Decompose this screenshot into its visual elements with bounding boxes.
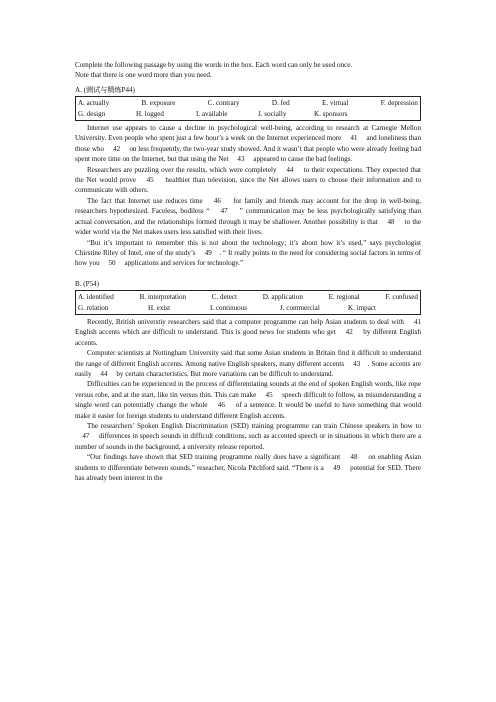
section-a-paragraph: Researchers are puzzling over the results, which were completely 44 to their expectations. They expected that the Net would prove 45 healthier than television, since the Net allows users to choose their information and to communicate with others. [75, 165, 421, 195]
word-option: J. commercial [280, 303, 320, 312]
word-option: F. confused [385, 293, 418, 302]
section-b-word-row-1 [78, 292, 418, 302]
section-b-paragraph: Recently, British universtiy researchers said that a computer programme can help Asian students to deal with 41 English accents which are difficult to understand. This is good news for students who get 42 by different English accents. [75, 317, 430, 347]
word-option: H. logged [136, 109, 164, 118]
word-option: H. exist [148, 303, 171, 312]
word-option: C. detect [211, 293, 237, 302]
section-b-paragraph: “Our findings have shown that SED training programme really does have a significant 48 on enabling Asian students to differentiate between sounds,” reseacher, Nicola Pitchford said. “There is a 49 potential for SED. There has already been interest in the [75, 453, 421, 483]
word-option: B. interpretation [139, 293, 187, 302]
word-option: E. virtual [321, 99, 349, 108]
word-option: G. relation [78, 303, 109, 312]
section-a-title: A. (测试与精炼P44) [75, 85, 135, 94]
instructions-line-1: Complete the following passage by using the words in the box. Each word can only be used once. [75, 61, 353, 69]
word-option: J. socially [258, 109, 287, 118]
word-option: A. identified [78, 293, 114, 302]
section-b-word-row-2 [78, 303, 418, 313]
word-option: G. design [78, 109, 106, 118]
section-a-word-row-2 [78, 109, 418, 119]
section-a-paragraph: The fact that Internet use reduces time 46 for family and friends may account for the drop in well-being, researchers hypothesized. Faceless, bodiless “ 47 ” communication may be less psychologically satisfying than actual conversation, and the relationships formed through it may be shallower. Another possibility is that 48 to the wider world via the Net makes users less satisfied with their lives. [75, 196, 421, 237]
section-b-paragraph: Difficulties can be experienced in the process of differentiating sounds at the end of spoken English words, like rope versus robe, and at the start, like tin versus thin. This can make 45 speech difficult to follow, as misunderstanding a single word can potentially change the whole 46 of a sentence. It would be useful to have something that would make it easier for foreign students to understand different English accents. [75, 380, 421, 420]
section-a-word-box [75, 96, 421, 121]
section-a-word-row-1 [78, 98, 418, 108]
word-option: I. available [196, 109, 228, 118]
word-option: F. depression [380, 99, 418, 108]
section-a-paragraph: “But it’s important to remember this is not about the technology; it’s about how it’s used,” says psychologist Chirstine Riley of Intel, one of the study’s 49 . “ It really points to the need for considering social factors in terms of how you 50 applications and services for technology.” [75, 238, 421, 268]
exercise-content [75, 60, 430, 483]
instructions-line-2: Note that there is one word more than you need. [75, 71, 212, 80]
word-option: E. regional [328, 293, 360, 302]
section-b-paragraph: Computer scientists at Nottingham University said that some Asian students in Britain find it difficult to understand the range of different English accents. Among native English speakers, many different accents 43 . Some accents are easily 44 by certain characteristics. But more variations can be difficult to understand. [75, 349, 421, 378]
word-option: B. exposure [141, 99, 176, 108]
section-a-paragraph: Internet use appears to cause a decline in psychological well-being, according to research at Carnegie Mellon University. Even people who spent just a few hour’s a week on the Internet experienced more 41 and loneliness than those who 42 on less frequently, the two-year study showed. And it wasn’t that people who were already feeling bad spent more time on the Internet, but that using the Net 43 appeared to cause the bad feelings. [75, 124, 421, 164]
section-b-paragraph: The researchers’ Spoken English Discrimination (SED) training programme can train Chinese speakers in how to 47 differences in speech sounds in difficult conditions, such as accented speech or in situations in which there are a number of sounds in the background, a university release reported. [75, 422, 421, 451]
section-b-title: B. (P54) [75, 279, 100, 288]
word-option: C. contrary [207, 99, 240, 108]
word-option: D. application [262, 293, 303, 302]
section-b-word-box [75, 290, 421, 315]
word-option: D. fed [271, 99, 290, 108]
word-option: A. actually [78, 99, 110, 108]
word-option: I. continuous [210, 303, 248, 312]
word-option: K. impact [348, 303, 376, 312]
word-option: K. sponsors [314, 109, 348, 118]
